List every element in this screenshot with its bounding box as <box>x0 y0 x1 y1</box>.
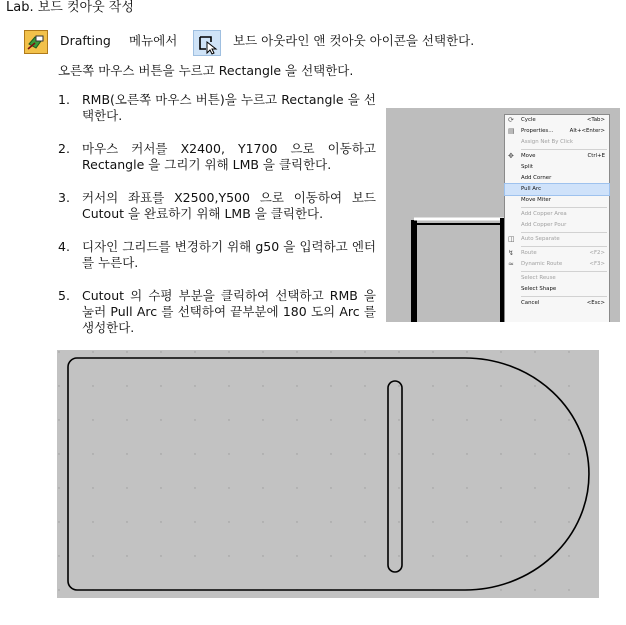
menu-item-add-corner[interactable] <box>505 173 609 184</box>
dynamic-route-icon: ≈ <box>508 260 514 268</box>
step-number: 3. <box>58 190 70 205</box>
drafting-label: Drafting <box>60 33 111 48</box>
drafting-toolbar-icon <box>24 30 48 54</box>
context-menu <box>504 114 610 322</box>
menu-item-route[interactable] <box>505 248 609 259</box>
move-icon: ✥ <box>508 152 514 160</box>
menu-item-pull-arc[interactable] <box>505 184 609 195</box>
step-number: 5. <box>58 288 70 303</box>
menu-item-cycle[interactable] <box>505 115 609 126</box>
menu-item-label: Cycle <box>521 116 536 123</box>
menu-item-label: Select Shape <box>521 285 557 292</box>
menu-item-shortcut: <Tab> <box>586 116 605 123</box>
menu-item-label: Move Miter <box>521 196 551 203</box>
menu-item-label: Assign Net By Click <box>521 138 573 145</box>
menu-item-split[interactable] <box>505 162 609 173</box>
menu-item-shortcut: <Esc> <box>586 299 605 306</box>
menu-item-add-copper-pour[interactable] <box>505 220 609 231</box>
step-number: 2. <box>58 141 70 156</box>
menu-item-move-miter[interactable] <box>505 195 609 206</box>
menu-item-move[interactable] <box>505 151 609 162</box>
menu-separator <box>521 207 607 208</box>
menu-item-label: Split <box>521 163 533 170</box>
menu-item-cancel[interactable] <box>505 298 609 309</box>
step-item <box>58 288 376 336</box>
menu-item-label: Dynamic Route <box>521 260 563 267</box>
menu-item-shortcut: <F3> <box>589 260 605 267</box>
document-title: Lab. 보드 컷아웃 작성 <box>6 0 134 15</box>
menu-item-shortcut: <F2> <box>589 249 605 256</box>
menu-separator <box>521 296 607 297</box>
menu-item-auto-separate[interactable] <box>505 234 609 245</box>
step-number: 1. <box>58 92 70 107</box>
menu-item-label: Add Corner <box>521 174 552 181</box>
step-text: 디자인 그리드를 변경하기 위해 g50 을 입력하고 엔터를 누른다. <box>82 239 376 270</box>
menu-separator <box>521 232 607 233</box>
menu-item-assign-net-by-click[interactable] <box>505 137 609 148</box>
menu-item-label: Select Reuse <box>521 274 556 281</box>
step-item <box>58 190 376 222</box>
cycle-icon: ⟳ <box>508 116 514 124</box>
instruction-text: 보드 아웃라인 앤 컷아웃 아이콘을 선택한다. <box>233 33 475 48</box>
menu-text: 메뉴에서 <box>129 33 178 48</box>
menu-separator <box>521 271 607 272</box>
board-outline-cutout-icon <box>193 30 221 56</box>
properties-icon: ▤ <box>508 127 515 135</box>
step-list <box>58 92 376 353</box>
step-text: Cutout 의 수평 부분을 클릭하여 선택하고 RMB 을 눌러 Pull Arc 를 선택하여 끝부분에 180 도의 Arc 를 생성한다. <box>82 288 376 335</box>
menu-item-label: Add Copper Area <box>521 210 567 217</box>
menu-item-select-reuse[interactable] <box>505 273 609 284</box>
step-number: 4. <box>58 239 70 254</box>
step-text: 마우스 커서를 X2400, Y1700 으로 이동하고 Rectangle 을 그리기 위해 LMB 을 클릭한다. <box>82 141 376 172</box>
intro-line-2: 오른쪽 마우스 버튼을 누르고 Rectangle 을 선택한다. <box>58 63 354 78</box>
menu-item-label: Route <box>521 249 537 256</box>
context-menu-screenshot <box>386 108 620 322</box>
menu-item-label: Auto Separate <box>521 235 560 242</box>
menu-item-shortcut: Ctrl+E <box>587 152 605 159</box>
menu-item-shortcut: Alt+<Enter> <box>569 127 605 134</box>
board-canvas <box>57 350 599 598</box>
menu-item-label: Pull Arc <box>521 185 542 192</box>
menu-item-select-shape[interactable] <box>505 284 609 295</box>
menu-separator <box>521 149 607 150</box>
step-item <box>58 239 376 271</box>
menu-item-dynamic-route[interactable] <box>505 259 609 270</box>
step-item <box>58 92 376 124</box>
step-text: 커서의 좌표를 X2500,Y500 으로 이동하여 보드 Cutout 을 완료하기 위해 LMB 을 클릭한다. <box>82 190 376 221</box>
step-text: RMB(오른쪽 마우스 버튼)을 누르고 Rectangle 을 선택한다. <box>82 92 376 123</box>
menu-separator <box>521 246 607 247</box>
menu-item-add-copper-area[interactable] <box>505 209 609 220</box>
menu-item-label: Properties... <box>521 127 554 134</box>
menu-item-label: Move <box>521 152 536 159</box>
board-drawing <box>57 350 599 598</box>
route-icon: ↯ <box>508 249 514 257</box>
menu-item-label: Cancel <box>521 299 540 306</box>
menu-item-label: Add Copper Pour <box>521 221 567 228</box>
auto-separate-icon: ◫ <box>508 235 515 243</box>
step-item <box>58 141 376 173</box>
menu-item-properties[interactable] <box>505 126 609 137</box>
